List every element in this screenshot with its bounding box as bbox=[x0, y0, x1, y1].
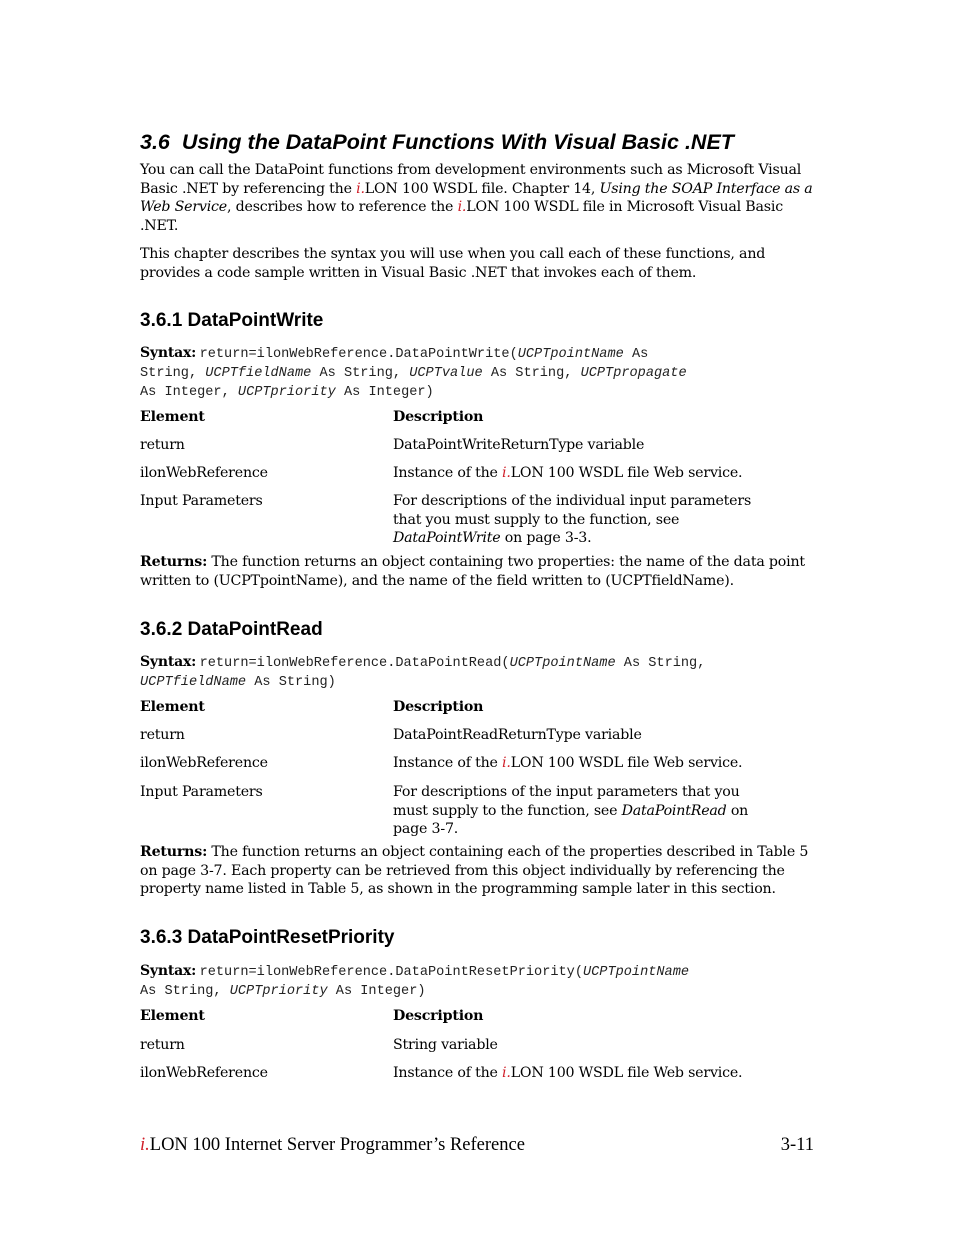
subsection-heading-read: 3.6.2 DataPointRead bbox=[140, 619, 323, 640]
returns-read: Returns: The function returns an object containing each of the properties described in Table 5 on page 3-7. Each property can be retrieved from this object individually by referencing the property name listed in Table 5, as shown in the programming sample later in this section. bbox=[140, 844, 809, 898]
syntax-read: Syntax: return=ilonWebReference.DataPointRead(UCPTpointName As String, UCPTfieldName As String) bbox=[140, 654, 706, 690]
page-footer bbox=[140, 1134, 814, 1156]
returns-write: Returns: The function returns an object containing two properties: the name of the data point written to (UCPTpointName), and the name of the field written to (UCPTfieldName). bbox=[140, 554, 805, 589]
subsection-heading-write: 3.6.1 DataPointWrite bbox=[140, 310, 324, 331]
intro-paragraph-2: This chapter describes the syntax you will use when you call each of these functions, and provides a code sample written in Visual Basic .NET that invokes each of them. bbox=[140, 246, 766, 281]
intro-paragraph-1: You can call the DataPoint functions from development environments such as Microsoft Visual Basic .NET by referencing the i.LON 100 WSDL file. Chapter 14, Using the SOAP Interface as a Web Service, describes how to reference the i.LON 100 WSDL file in Microsoft Visual Basic .NET. bbox=[140, 162, 813, 234]
page-number: 3-11 bbox=[780, 1135, 814, 1155]
subsection-heading-reset: 3.6.3 DataPointResetPriority bbox=[140, 927, 395, 948]
footer-title: i.LON 100 Internet Server Programmer’s Reference bbox=[140, 1135, 525, 1155]
section-heading: 3.6 Using the DataPoint Functions With Visual Basic .NET bbox=[140, 130, 734, 154]
syntax-write: Syntax: return=ilonWebReference.DataPointWrite(UCPTpointName As String, UCPTfieldName As String, UCPTvalue As String, UCPTpropagate As Integer, UCPTpriority As Integer) bbox=[140, 345, 687, 400]
syntax-reset: Syntax: return=ilonWebReference.DataPointResetPriority(UCPTpointName As String, UCPTpriority As Integer) bbox=[140, 963, 690, 999]
